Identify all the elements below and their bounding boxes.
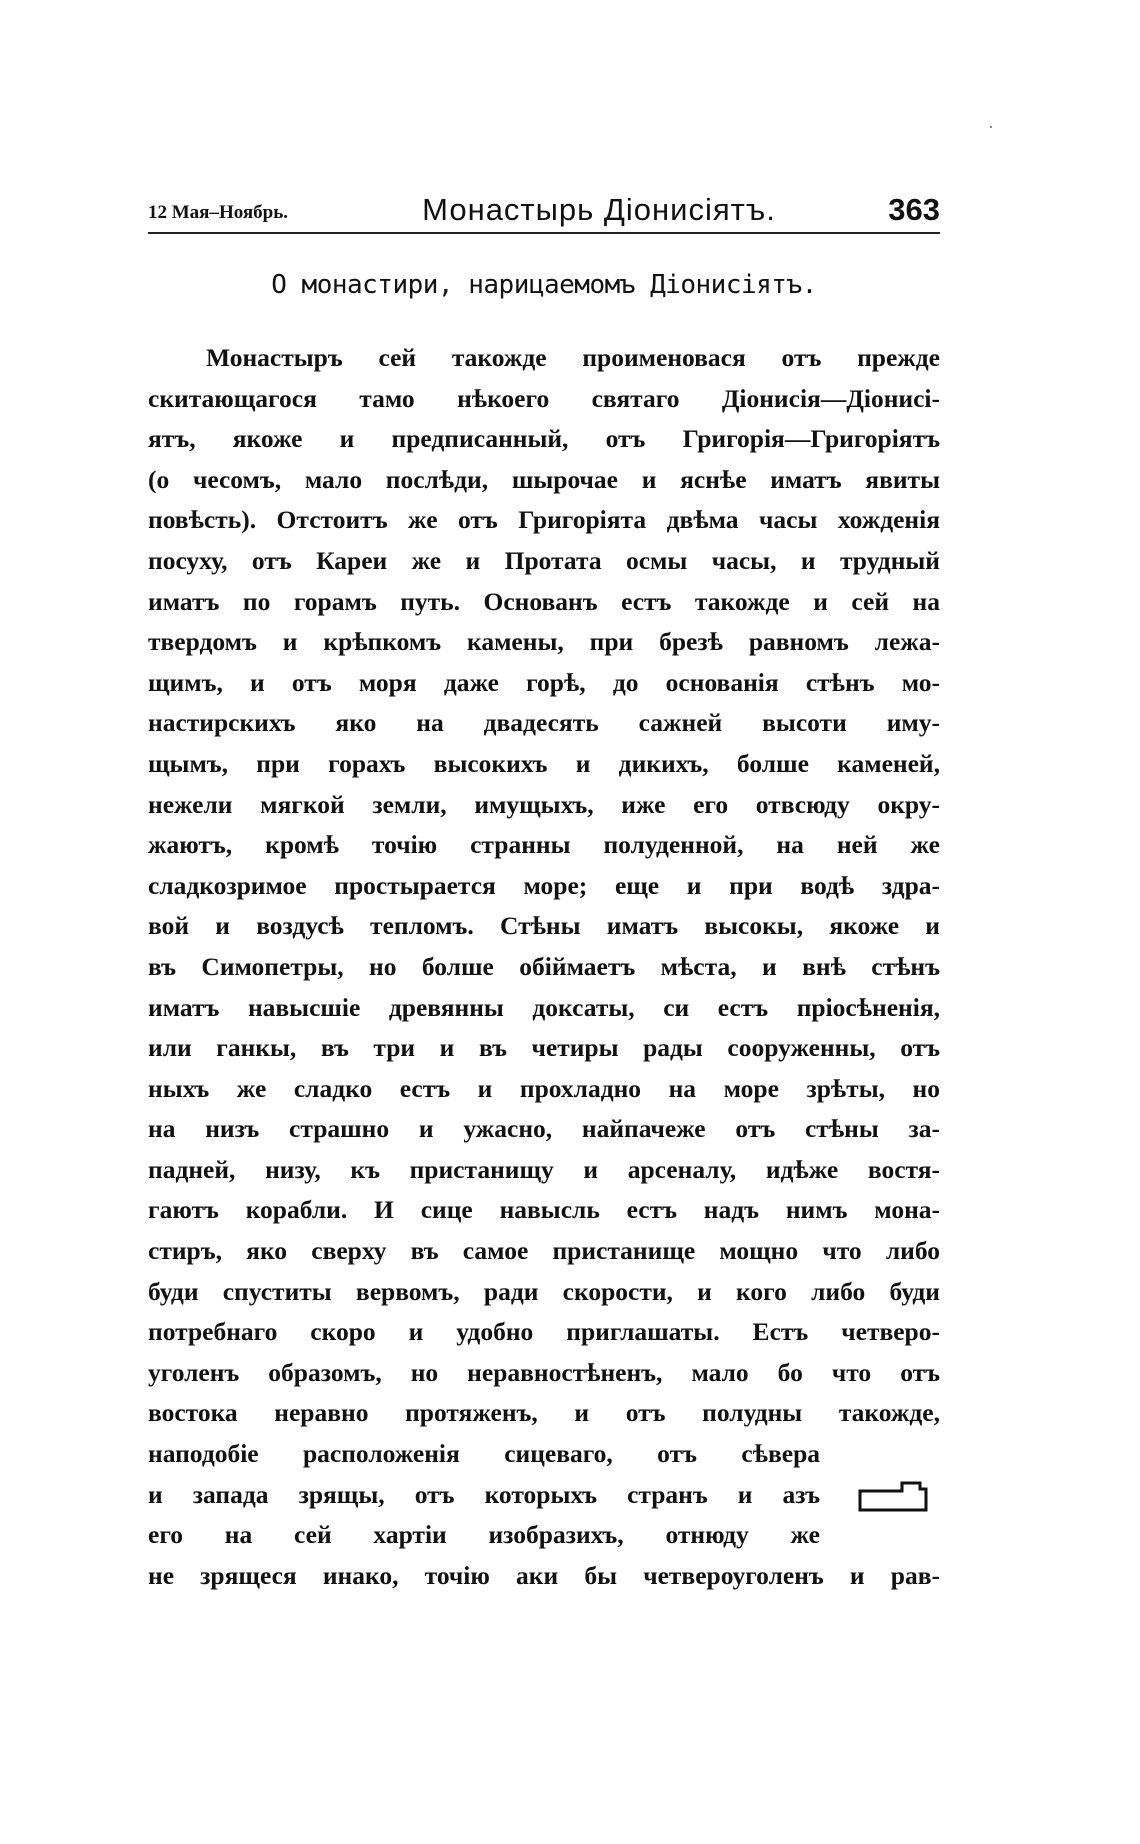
text-line: ятъ, якоже и предписанный, отъ Григорія—Григоріятъ (148, 424, 940, 454)
text-line: ныхъ же сладко естъ и прохладно на море зрѣты, но (148, 1073, 940, 1103)
text-line: гаютъ корабли. И сице навысль естъ надъ нимъ мона- (148, 1195, 940, 1225)
body-text (148, 338, 940, 1596)
text-line: его на сей хартіи изобразихъ, отнюду же (148, 1520, 820, 1550)
text-line: повѣсть). Отстоитъ же отъ Григоріята двѣма часы хожденія (148, 505, 940, 535)
section-title: О монастири, нарицаемомъ Діонисіятъ. (271, 270, 817, 300)
page-number: 363 (888, 192, 940, 227)
text-line: потребнаго скоро и удобно приглашаты. Естъ четверо- (148, 1317, 940, 1347)
margin-dot (990, 126, 992, 128)
text-line: щимъ, и отъ моря даже горѣ, до основанія стѣнъ мо- (148, 667, 940, 697)
text-line: въ Симопетры, но болше обіймаетъ мѣста, и внѣ стѣнъ (148, 951, 940, 981)
header-date-range: 12 Мая–Ноябрь. (148, 202, 289, 223)
text-line: буди спуститы вервомъ, ради скорости, и кого либо буди (148, 1276, 940, 1306)
header-rule (148, 232, 940, 234)
text-line: скитающагося тамо нѣкоего святаго Діонисія—Діонисі- (148, 383, 940, 413)
header-title: Монастырь Діонисіятъ. (422, 192, 776, 227)
monastery-plan-icon (856, 1477, 930, 1513)
text-line: иматъ по горамъ путь. Основанъ естъ такожде и сей на (148, 586, 940, 616)
text-line: или ганкы, въ три и въ четиры рады сооруженны, отъ (148, 1033, 940, 1063)
text-line: твердомъ и крѣпкомъ камены, при брезѣ равномъ лежа- (148, 627, 940, 657)
text-line: нежели мягкой земли, имущыхъ, иже его отвсюду окру- (148, 789, 940, 819)
text-line: (о чесомъ, мало послѣди, шырочае и яснѣе иматъ явиты (148, 464, 940, 494)
text-line: вой и воздусѣ тепломъ. Стѣны иматъ высокы, якоже и (148, 911, 940, 941)
text-line: иматъ навысшіе древянны доксаты, си естъ пріосѣненія, (148, 992, 940, 1022)
text-line: жаютъ, кромѣ точію странны полуденной, на ней же (148, 830, 940, 860)
text-line: уголенъ образомъ, но неравностѣненъ, мало бо что отъ (148, 1357, 940, 1387)
text-line: и запада зрящы, отъ которыхъ странъ и азъ (148, 1479, 820, 1509)
text-line: щымъ, при горахъ высокихъ и дикихъ, болше каменей, (148, 748, 940, 778)
text-line: стиръ, яко сверху въ самое пристанище мощно что либо (148, 1236, 940, 1266)
text-line: на низъ страшно и ужасно, найпачеже отъ стѣны за- (148, 1114, 940, 1144)
text-line: настирскихъ яко на двадесять сажней высоти иму- (148, 708, 940, 738)
text-line: падней, низу, къ пристанищу и арсеналу, идѣже востя- (148, 1154, 940, 1184)
text-line: сладкозримое простырается море; еще и при водѣ здра- (148, 870, 940, 900)
text-line: посуху, отъ Кареи же и Протата осмы часы, и трудный (148, 545, 940, 575)
text-line: Монастыръ сей такожде прoименовася отъ прежде (206, 343, 940, 372)
text-line: наподобіе расположенія сицеваго, отъ сѣвера (148, 1439, 820, 1469)
text-line: не зрящеся инако, точію аки бы четвероуголенъ и рав- (148, 1560, 940, 1590)
running-head (148, 182, 940, 230)
text-line: востока неравно протяженъ, и отъ полудны такожде, (148, 1398, 940, 1428)
